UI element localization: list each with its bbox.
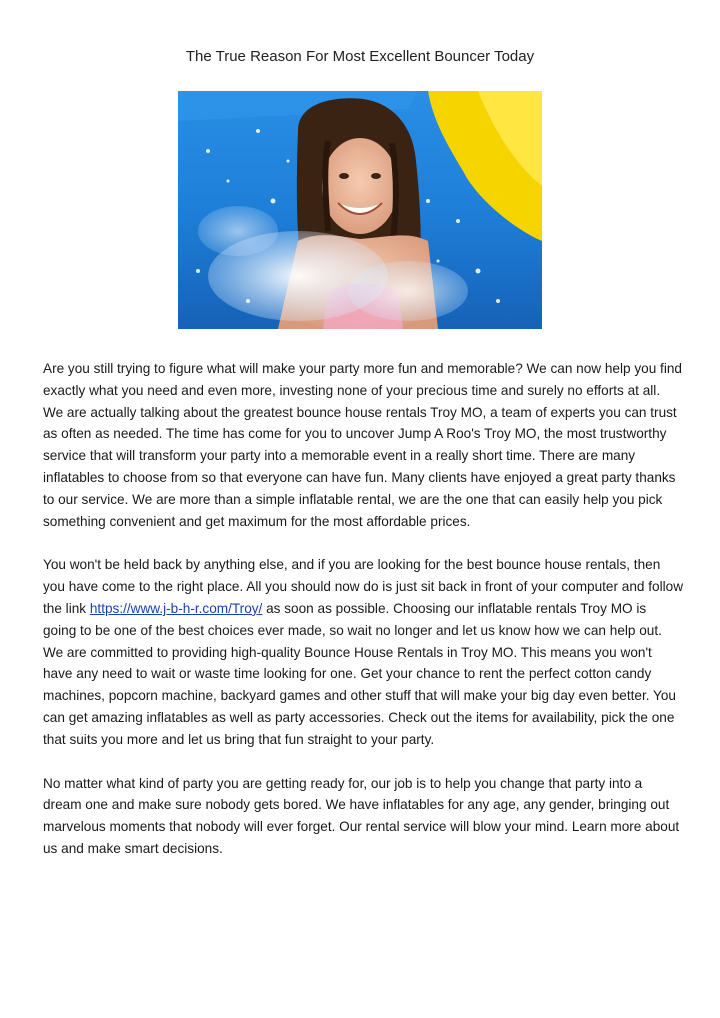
paragraph-2 [43,554,683,750]
paragraph-1: Are you still trying to figure what will make your party more fun and memorable? We can now help you find exactly what you need and even more, investing none of your precious time and surely no efforts at all. We are actually talking about the greatest bounce house rentals Troy MO, a team of experts you can trust as often as needed. The time has come for you to uncover Jump A Roo's Troy MO, the most trustworthy service that will transform your party into a memorable event in a really short time. There are many inflatables to choose from so that everyone can have fun. Many clients have enjoyed a great party thanks to our service. We are more than a simple inflatable rental, we are the one that can easily help you pick something convenient and get maximum for the most affordable prices. [43,361,682,529]
paragraph-2-before-link: You won't be held back by anything else, and if you are looking for the best bounce house rentals, then you have come to the right place. All you should now do is just sit back in front of your computer and follow the link [43,557,684,616]
paragraph-3: No matter what kind of party you are getting ready for, our job is to help you change that party into a dream one and make sure nobody gets bored. We have inflatables for any age, any gender, bringing out marvelous moments that nobody will ever forget. Our rental service will blow your mind. Learn more about us and make smart decisions. [43,775,680,856]
page-title: The True Reason For Most Excellent Bouncer Today [185,48,535,65]
troy-rentals-link[interactable]: https://www.j-b-h-r.com/Troy/ [89,600,263,616]
hero-image [178,91,542,329]
article-body [43,358,683,882]
paragraph-2-after-link: as soon as possible. Choosing our inflatable rentals Troy MO is going to be one of the best choices ever made, so wait no longer and let us know how we can help out. We are committed to providing high-quality Bounce House Rentals in Troy MO. This means you won't have any need to wait or waste time looking for one. Get your chance to rent the perfect cotton candy machines, popcorn machine, backyard games and other stuff that will make your big day even better. You can get amazing inflatables as well as party accessories. Check out the items for availability, pick the one that suits you more and let us bring that fun straight to your party. [43,600,676,747]
photo-girl-splashing-in-pool-icon [178,91,542,329]
